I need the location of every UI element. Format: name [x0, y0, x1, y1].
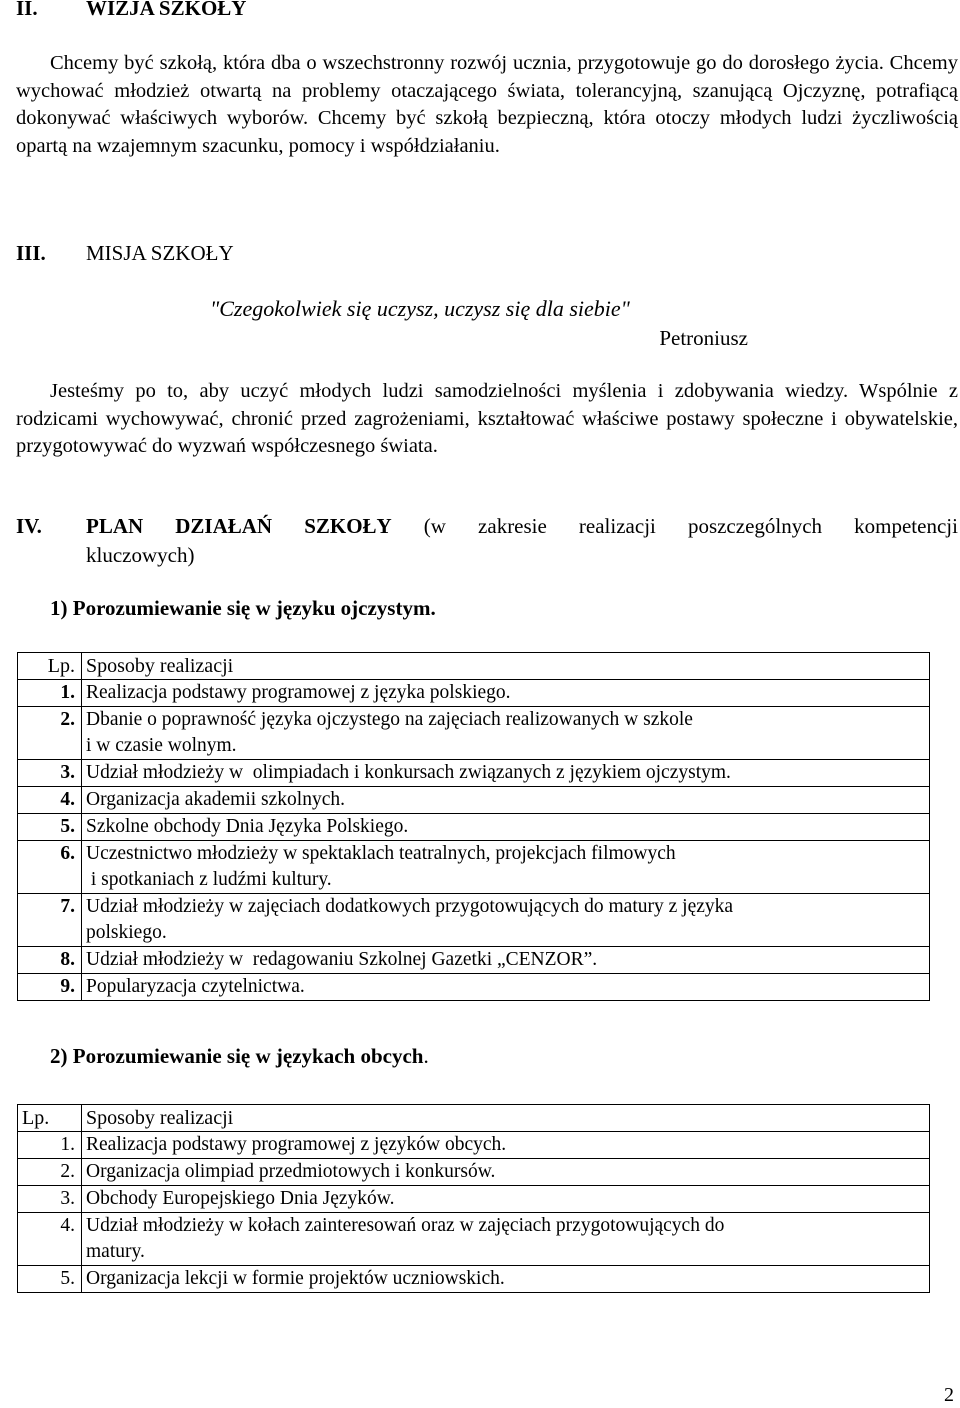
- table-row: [18, 894, 930, 947]
- table-row: [18, 760, 930, 787]
- plan-title-word: kompetencji: [854, 514, 958, 538]
- row-number: 1.: [18, 680, 82, 707]
- table-row: [18, 1186, 930, 1213]
- row-text: [82, 1159, 930, 1186]
- row-number: 3.: [18, 760, 82, 787]
- table-row: [18, 947, 930, 974]
- row-number: 2.: [18, 1159, 82, 1186]
- subsection-title-native-language: 1) Porozumiewanie się w języku ojczystym.: [50, 596, 436, 620]
- row-number: 1.: [18, 1132, 82, 1159]
- row-text-line: Organizacja lekcji w formie projektów uczniowskich.: [86, 1268, 505, 1289]
- plan-title-word: (w: [423, 514, 446, 538]
- row-text: [82, 1213, 930, 1266]
- row-text-line: Realizacja podstawy programowej z języków obcych.: [86, 1134, 507, 1155]
- row-text-line: Szkolne obchody Dnia Języka Polskiego.: [86, 816, 409, 837]
- plan-title-word: zakresie: [478, 514, 547, 538]
- row-number: 4.: [18, 787, 82, 814]
- row-number: 5.: [18, 814, 82, 841]
- row-text-line: Dbanie o poprawność języka ojczystego na zajęciach realizowanych w szkole: [86, 709, 693, 730]
- plan-title-word: PLAN: [86, 514, 144, 538]
- row-number: 8.: [18, 947, 82, 974]
- section-number: IV.: [16, 514, 42, 538]
- table-header-row: [18, 1105, 930, 1132]
- row-text-line: Organizacja olimpiad przedmiotowych i konkursów.: [86, 1161, 496, 1182]
- row-text: [82, 841, 930, 894]
- subsection-title-text: 2) Porozumiewanie się w językach obcych: [50, 1044, 424, 1068]
- subsection-title-foreign-languages: [50, 1044, 429, 1069]
- row-text-line: matury.: [86, 1241, 145, 1262]
- row-text-line: i w czasie wolnym.: [86, 735, 237, 756]
- table-row: [18, 707, 930, 760]
- row-text: [82, 680, 930, 707]
- row-text-line: Udział młodzieży w redagowaniu Szkolnej Gazetki „CENZOR”.: [86, 949, 598, 970]
- section-title: WIZJA SZKOŁY: [86, 0, 247, 20]
- plan-title-continuation: kluczowych): [86, 543, 195, 567]
- mission-paragraph: Jesteśmy po to, aby uczyć młodych ludzi samodzielności myślenia i zdobywania wiedzy. Wspólnie z rodzicami wychowywać, chronić przed zagrożeniami, kształtować właściwe postawy społeczne i obywatelskie, przygotowywać do wyzwań współczesnego świata.: [16, 380, 958, 457]
- row-text-line: Popularyzacja czytelnictwa.: [86, 976, 305, 997]
- row-text-line: Udział młodzieży w olimpiadach i konkursach związanych z językiem ojczystym.: [86, 762, 731, 783]
- plan-title-word: poszczególnych: [687, 514, 823, 538]
- row-text: [82, 1132, 930, 1159]
- row-text: [82, 974, 930, 1001]
- subsection-title-period: .: [423, 1044, 429, 1068]
- row-text-line: polskiego.: [86, 922, 167, 943]
- row-number: 2.: [18, 707, 82, 760]
- row-number: 7.: [18, 894, 82, 947]
- realization-table-foreign: [17, 1104, 930, 1293]
- table-row: [18, 841, 930, 894]
- table-row: [18, 1213, 930, 1266]
- header-methods: Sposoby realizacji: [82, 653, 930, 680]
- page-number: 2: [944, 1384, 954, 1406]
- table-row: [18, 680, 930, 707]
- section-number: II.: [16, 0, 38, 20]
- row-text: [82, 760, 930, 787]
- table-row: [18, 814, 930, 841]
- row-number: 9.: [18, 974, 82, 1001]
- quote-author: Petroniusz: [659, 326, 748, 350]
- section-heading-vision: [16, 0, 246, 21]
- row-text: [82, 707, 930, 760]
- row-number: 4.: [18, 1213, 82, 1266]
- header-lp: Lp.: [18, 653, 82, 680]
- row-text: [82, 894, 930, 947]
- plan-title-line: [86, 512, 958, 541]
- table-row: [18, 1132, 930, 1159]
- plan-title-word: realizacji: [578, 514, 656, 538]
- plan-title-word: DZIAŁAŃ: [175, 514, 273, 538]
- row-text: [82, 787, 930, 814]
- row-text-line: Udział młodzieży w zajęciach dodatkowych przygotowujących do matury z języka: [86, 896, 734, 917]
- plan-title-word: SZKOŁY: [304, 514, 392, 538]
- table-row: [18, 1266, 930, 1293]
- row-text-line: i spotkaniach z ludźmi kultury.: [86, 869, 332, 890]
- section-heading-mission: [16, 241, 234, 266]
- section-heading-plan: [16, 512, 958, 570]
- row-text-line: Uczestnictwo młodzieży w spektaklach teatralnych, projekcjach filmowych: [86, 843, 676, 864]
- table-row: [18, 1159, 930, 1186]
- table-header-row: [18, 653, 930, 680]
- mission-quote: "Czegokolwiek się uczysz, uczysz się dla siebie": [210, 296, 630, 321]
- table-row: [18, 974, 930, 1001]
- row-number: 6.: [18, 841, 82, 894]
- header-lp: Lp.: [18, 1105, 82, 1132]
- row-text-line: Udział młodzieży w kołach zainteresowań oraz w zajęciach przygotowujących do: [86, 1215, 725, 1236]
- row-text: [82, 1266, 930, 1293]
- section-number: III.: [16, 241, 46, 265]
- row-number: 3.: [18, 1186, 82, 1213]
- realization-table-native: [17, 652, 930, 1001]
- vision-paragraph: Chcemy być szkołą, która dba o wszechstronny rozwój ucznia, przygotowuje go do dorosłego życia. Chcemy wychować młodzież otwartą na problemy otaczającego świata, tolerancyjną, szanującą Ojczyznę, potrafiącą dokonywać właściwych wyborów. Chcemy być szkołą bezpieczną, która otoczy młodych ludzi życzliwością opartą na wzajemnym szacunku, pomocy i współdziałaniu.: [16, 52, 958, 157]
- header-methods: Sposoby realizacji: [82, 1105, 930, 1132]
- row-number: 5.: [18, 1266, 82, 1293]
- section-title: MISJA SZKOŁY: [86, 241, 234, 265]
- table-row: [18, 787, 930, 814]
- row-text: [82, 947, 930, 974]
- row-text-line: Organizacja akademii szkolnych.: [86, 789, 345, 810]
- row-text: [82, 1186, 930, 1213]
- row-text-line: Realizacja podstawy programowej z języka polskiego.: [86, 682, 511, 703]
- row-text: [82, 814, 930, 841]
- row-text-line: Obchody Europejskiego Dnia Języków.: [86, 1188, 395, 1209]
